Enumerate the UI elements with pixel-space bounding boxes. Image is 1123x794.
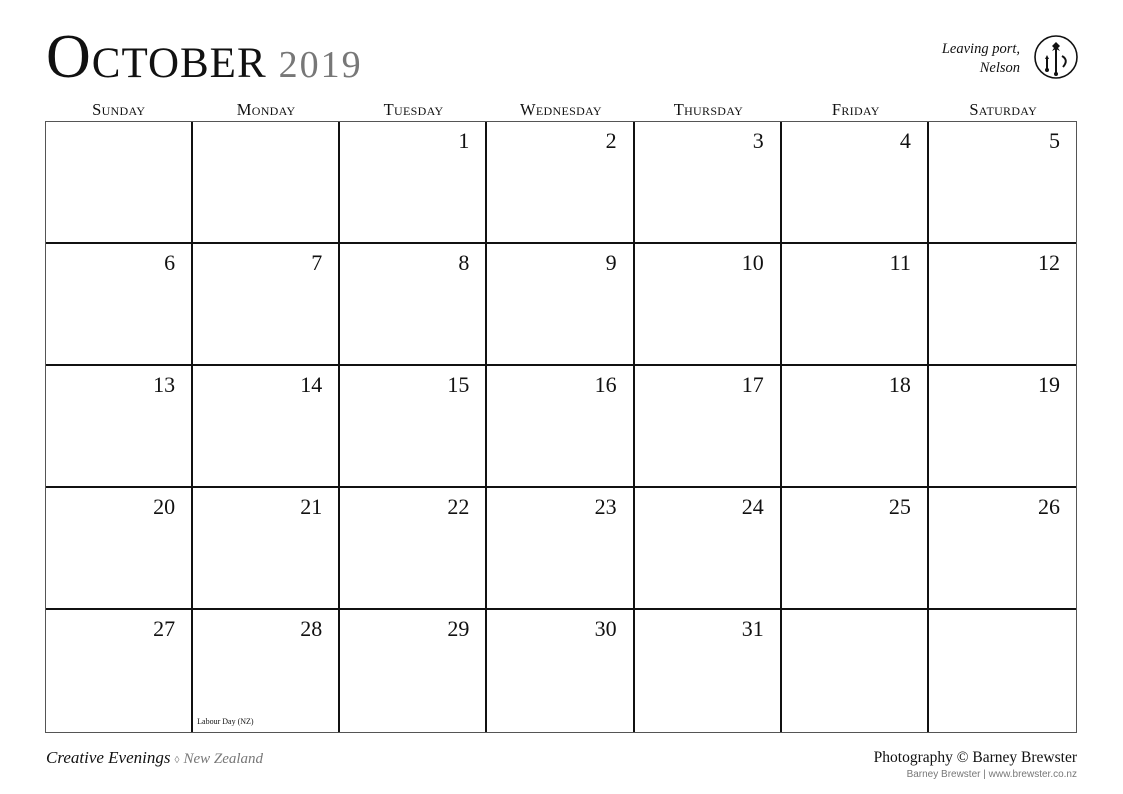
day-cell[interactable] [340, 244, 487, 366]
day-number: 15 [447, 372, 470, 397]
day-cell[interactable] [193, 244, 340, 366]
day-cell[interactable] [782, 488, 929, 610]
day-cell[interactable] [782, 244, 929, 366]
footer-credit [874, 749, 1077, 782]
brand-name: Creative Evenings [46, 748, 171, 767]
weekday-header [45, 100, 1077, 120]
day-cell[interactable] [340, 122, 487, 244]
weekday-label: Friday [831, 100, 880, 119]
day-number: 25 [888, 494, 911, 519]
day-cell[interactable] [340, 610, 487, 732]
calendar-grid [45, 121, 1077, 733]
day-number: 31 [741, 616, 764, 641]
day-cell[interactable] [46, 610, 193, 732]
day-number: 22 [447, 494, 470, 519]
day-cell[interactable] [929, 366, 1076, 488]
day-cell[interactable] [340, 366, 487, 488]
day-number: 7 [311, 250, 323, 275]
day-number: 2 [605, 128, 617, 153]
day-cell[interactable] [635, 366, 782, 488]
photo-credit: Photography © Barney Brewster [873, 749, 1077, 766]
day-number: 19 [1037, 372, 1060, 397]
weekday-label: Wednesday [520, 100, 602, 119]
month-name: October [46, 23, 267, 91]
monogram-logo-icon [1033, 34, 1079, 80]
separator-icon: ◊ [174, 755, 180, 766]
day-cell[interactable] [635, 122, 782, 244]
day-cell[interactable] [929, 122, 1076, 244]
day-cell[interactable] [782, 122, 929, 244]
caption-line-1: Leaving port, [941, 41, 1020, 57]
day-cell[interactable] [782, 610, 929, 732]
day-number: 12 [1037, 250, 1060, 275]
calendar-title [46, 23, 363, 91]
day-cell[interactable] [487, 366, 634, 488]
day-number: 13 [153, 372, 176, 397]
day-cell[interactable] [635, 488, 782, 610]
day-cell[interactable] [487, 244, 634, 366]
day-cell[interactable] [635, 610, 782, 732]
day-cell[interactable] [487, 610, 634, 732]
day-number: 5 [1048, 128, 1060, 153]
day-number: 8 [458, 250, 470, 275]
day-number: 4 [899, 128, 911, 153]
day-number: 11 [889, 250, 911, 275]
day-cell[interactable] [193, 366, 340, 488]
day-number: 23 [594, 494, 617, 519]
day-number: 18 [888, 372, 911, 397]
day-number: 3 [752, 128, 764, 153]
day-cell[interactable] [46, 488, 193, 610]
day-number: 20 [153, 494, 176, 519]
day-number: 26 [1037, 494, 1060, 519]
day-number: 21 [300, 494, 323, 519]
day-cell[interactable] [46, 244, 193, 366]
weekday-label: Tuesday [383, 100, 444, 119]
day-cell[interactable] [46, 122, 193, 244]
day-number: 29 [447, 616, 470, 641]
weekday-label: Thursday [673, 100, 744, 119]
day-cell[interactable] [782, 366, 929, 488]
caption-line-2: Nelson [979, 60, 1020, 76]
day-number: 17 [741, 372, 764, 397]
day-number: 27 [153, 616, 176, 641]
day-number: 30 [594, 616, 617, 641]
day-number: 14 [300, 372, 323, 397]
weekday-label: Monday [236, 100, 296, 119]
day-number: 9 [605, 250, 617, 275]
year: 2019 [278, 44, 363, 86]
day-cell[interactable] [929, 610, 1076, 732]
day-number: 16 [594, 372, 617, 397]
day-cell[interactable] [193, 488, 340, 610]
day-number: 1 [458, 128, 470, 153]
day-cell[interactable] [340, 488, 487, 610]
day-cell[interactable] [487, 488, 634, 610]
day-cell[interactable] [487, 122, 634, 244]
day-number: 10 [741, 250, 764, 275]
day-cell[interactable] [193, 122, 340, 244]
day-cell[interactable] [193, 610, 340, 732]
weekday-label: Saturday [969, 100, 1038, 119]
day-cell[interactable] [929, 244, 1076, 366]
day-number: 28 [300, 616, 323, 641]
footer-brand [46, 748, 263, 768]
day-cell[interactable] [635, 244, 782, 366]
photo-caption [942, 40, 1020, 78]
day-number: 24 [741, 494, 764, 519]
region-name: New Zealand [183, 751, 264, 767]
day-cell[interactable] [929, 488, 1076, 610]
weekday-label: Sunday [92, 100, 146, 119]
day-cell[interactable] [46, 366, 193, 488]
holiday-note: Labour Day (NZ) [197, 717, 254, 726]
day-number: 6 [164, 250, 176, 275]
website-link[interactable]: Barney Brewster | www.brewster.co.nz [906, 769, 1077, 780]
